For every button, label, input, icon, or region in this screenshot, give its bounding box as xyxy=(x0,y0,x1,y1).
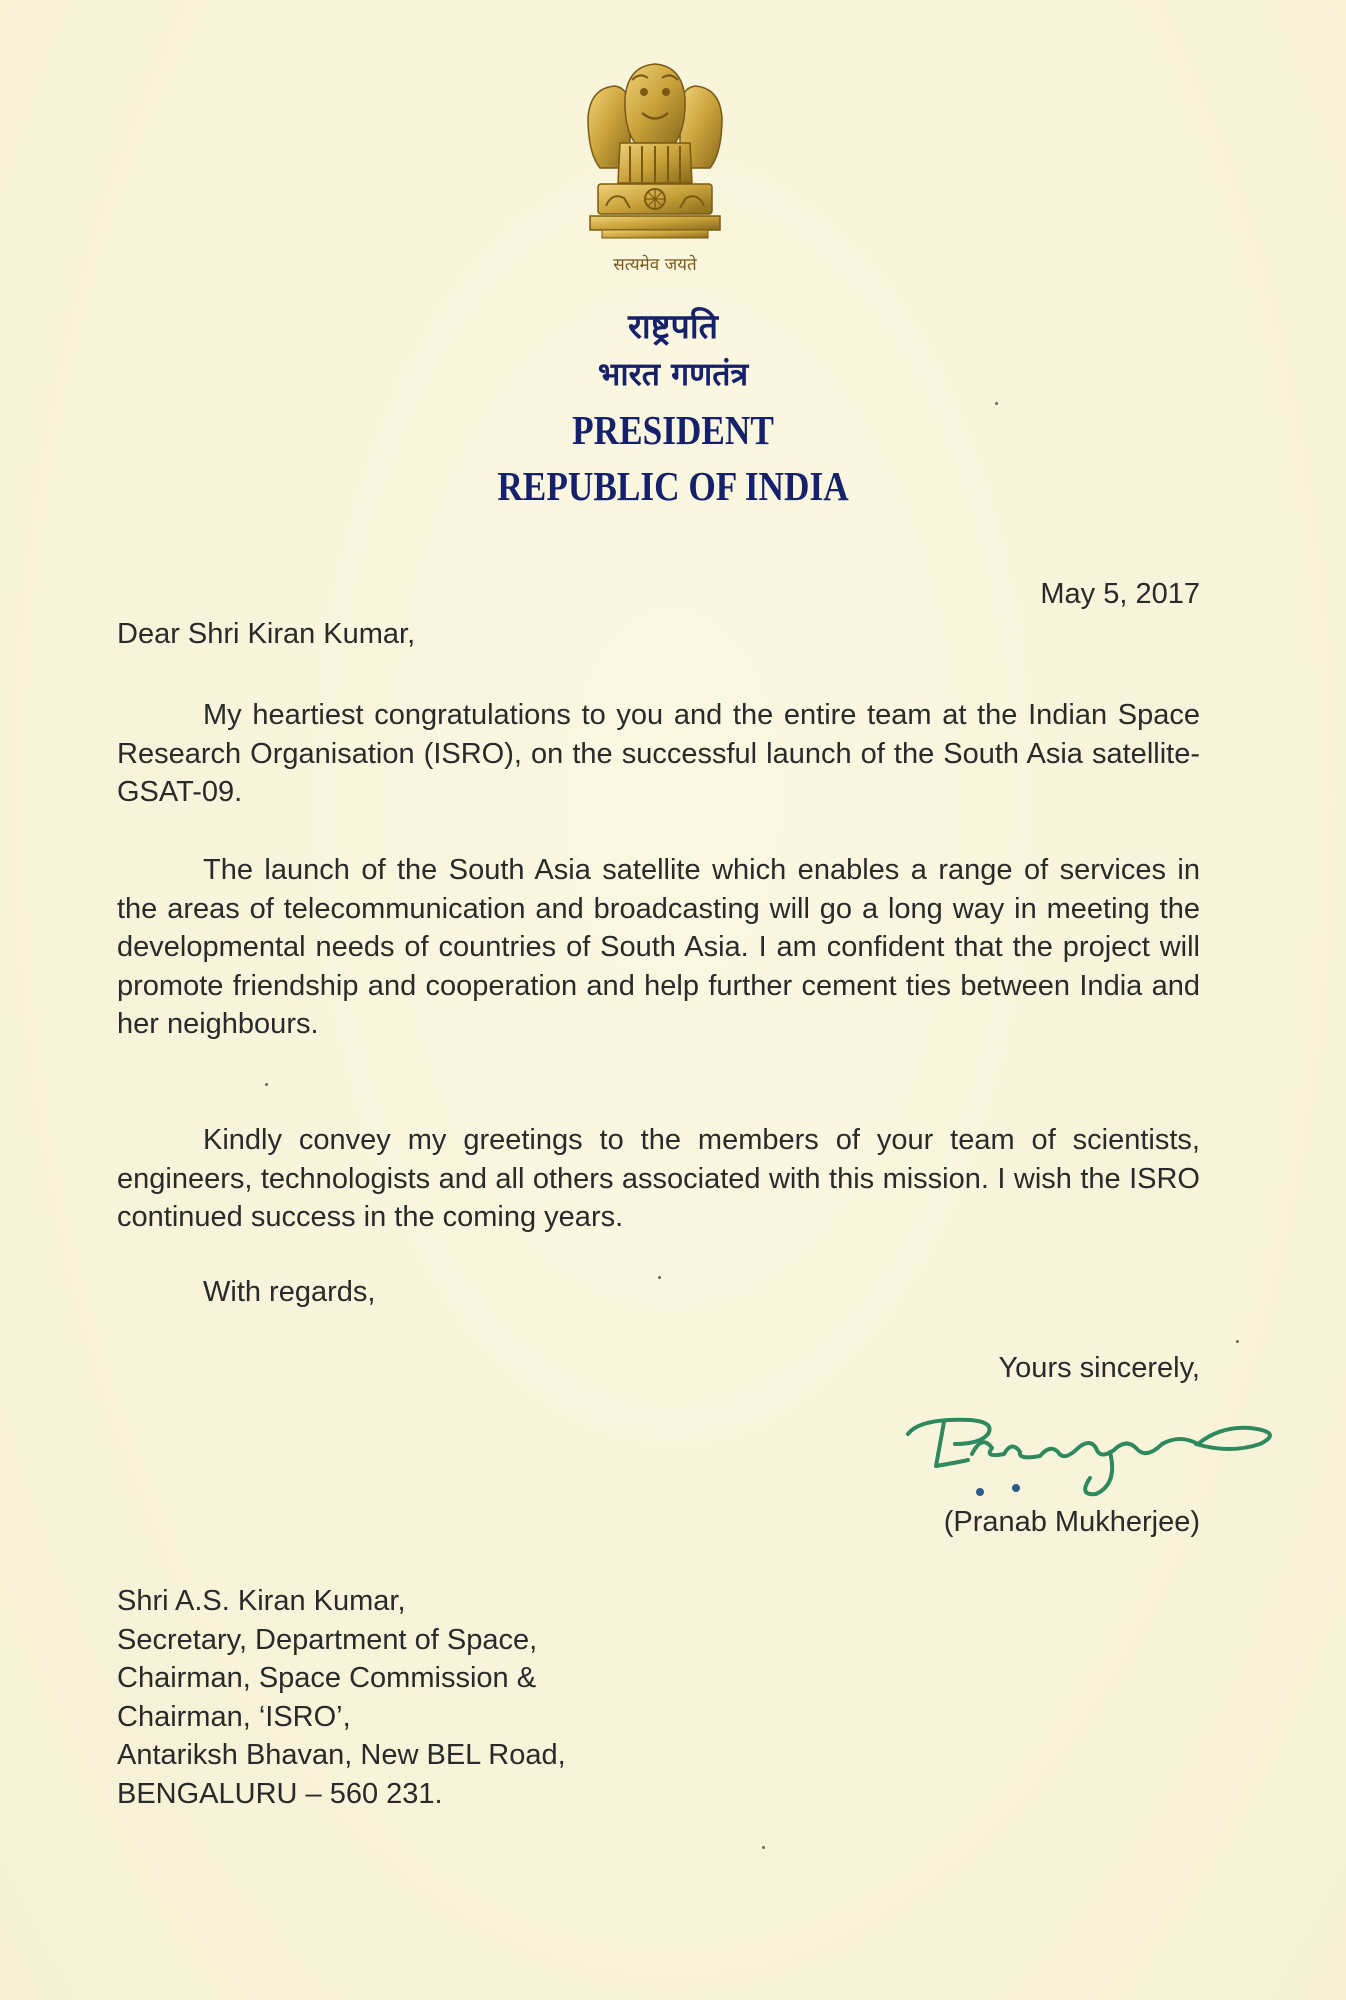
salutation: Dear Shri Kiran Kumar, xyxy=(117,618,416,650)
hindi-title-president: राष्ट्रपति xyxy=(627,307,719,347)
emblem-motto: सत्यमेव जयते xyxy=(613,255,697,275)
address-line: Secretary, Department of Space, xyxy=(117,1623,538,1656)
address-line: Chairman, Space Commission & xyxy=(117,1662,537,1694)
paragraph-text: The launch of the South Asia satellite which enables a range of services in the areas of telecommunication and broadcasting will go a long way in meeting the developmental needs of countries of South Asia. I am confident that the project will promote friendship and cooperation and help further cement ties between India and her neighbours. xyxy=(117,854,1200,1040)
recipient-address xyxy=(117,1582,566,1813)
address-line: Shri A.S. Kiran Kumar, xyxy=(117,1585,406,1617)
hindi-title-republic: भारत गणतंत्र xyxy=(597,355,749,393)
title-president: PRESIDENT xyxy=(572,407,774,453)
address-line: Chairman, ‘ISRO’, xyxy=(117,1700,351,1733)
letter-date: May 5, 2017 xyxy=(1040,578,1200,610)
paper-speck xyxy=(1236,1340,1239,1343)
paper-speck xyxy=(995,402,998,405)
lion-capital-emblem-icon xyxy=(580,58,730,248)
handwritten-signature-icon xyxy=(900,1404,1290,1504)
paragraph-text: My heartiest congratulations to you and the entire team at the Indian Space Research Organisation (ISRO), on the successful launch of the South Asia satellite-GSAT-09. xyxy=(117,699,1200,808)
address-line: BENGALURU – 560 231. xyxy=(117,1777,443,1810)
body-paragraph-3 xyxy=(117,1121,1200,1237)
address-line: Antariksh Bhavan, New BEL Road, xyxy=(117,1739,566,1771)
body-paragraph-1 xyxy=(117,696,1200,812)
signer-name: (Pranab Mukherjee) xyxy=(943,1506,1200,1538)
regards-line: With regards, xyxy=(203,1276,376,1308)
paper-speck xyxy=(762,1846,765,1849)
body-paragraph-2 xyxy=(117,851,1200,1044)
paragraph-text: Kindly convey my greetings to the members of your team of scientists, engineers, technologists and all others associated with this mission. I wish the ISRO continued success in the coming years. xyxy=(117,1124,1200,1233)
closing-line: Yours sincerely, xyxy=(998,1352,1200,1384)
paper-speck xyxy=(658,1276,661,1279)
paper-speck xyxy=(265,1083,268,1086)
title-republic-of-india: REPUBLIC OF INDIA xyxy=(497,463,849,509)
